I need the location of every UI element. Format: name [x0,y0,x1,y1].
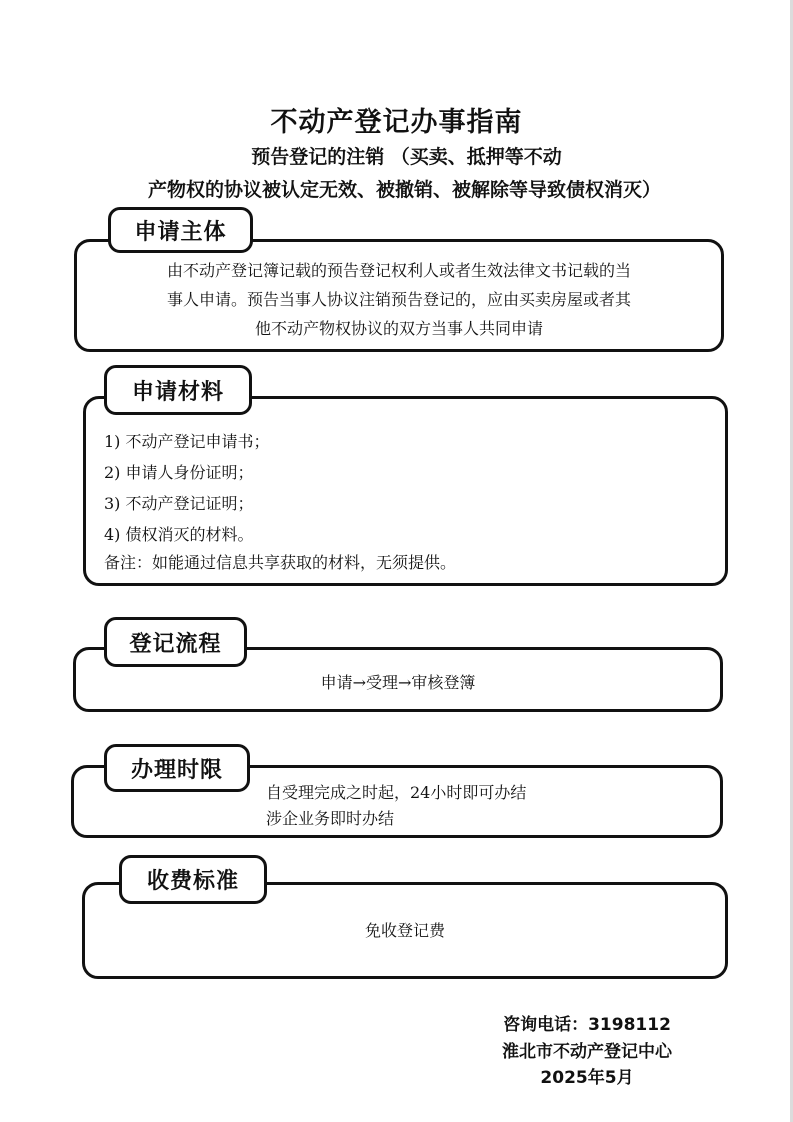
applicant-line: 事人申请。预告当事人协议注销预告登记的，应由买卖房屋或者其 [166,290,631,309]
materials-list-item: 3) 不动产登记证明； [104,494,254,513]
applicant-section-text [88,256,710,343]
applicant-line: 他不动产物权协议的双方当事人共同申请 [254,319,543,338]
time-limit-text [266,780,526,832]
materials-list-item: 4) 债权消灭的材料。 [104,525,254,544]
materials-section-heading: 申请材料 [104,365,252,415]
materials-note: 备注：如能通过信息共享获取的材料，无须提供。 [104,553,457,572]
subtitle-line-1: 预告登记的注销 （买卖、抵押等不动 [251,146,562,168]
subtitle-line-2: 产物权的协议被认定无效、被撤销、被解除等导致债权消灭） [147,179,661,201]
fee-section-heading: 收费标准 [119,855,267,904]
materials-list [104,426,270,550]
issue-date: 2025年5月 [540,1068,634,1088]
organization-name: 淮北市不动产登记中心 [502,1042,672,1062]
materials-list-item: 1) 不动产登记申请书； [104,432,270,451]
fee-text: 免收登记费 [364,921,445,940]
time-limit-line: 自受理完成之时起，24小时即可办结 [266,783,527,802]
applicant-section-heading: 申请主体 [108,207,253,253]
materials-list-item: 2) 申请人身份证明； [104,463,254,482]
contact-phone: 咨询电话：3198112 [503,1015,671,1035]
time-limit-line: 涉企业务即时办结 [266,809,395,828]
page-title: 不动产登记办事指南 [270,107,523,138]
time-limit-section-heading: 办理时限 [104,744,250,792]
process-section-heading: 登记流程 [104,617,247,667]
applicant-line: 由不动产登记簿记载的预告登记权利人或者生效法律文书记载的当 [166,261,631,280]
process-flow-text: 申请→受理→审核登簿 [320,673,476,692]
